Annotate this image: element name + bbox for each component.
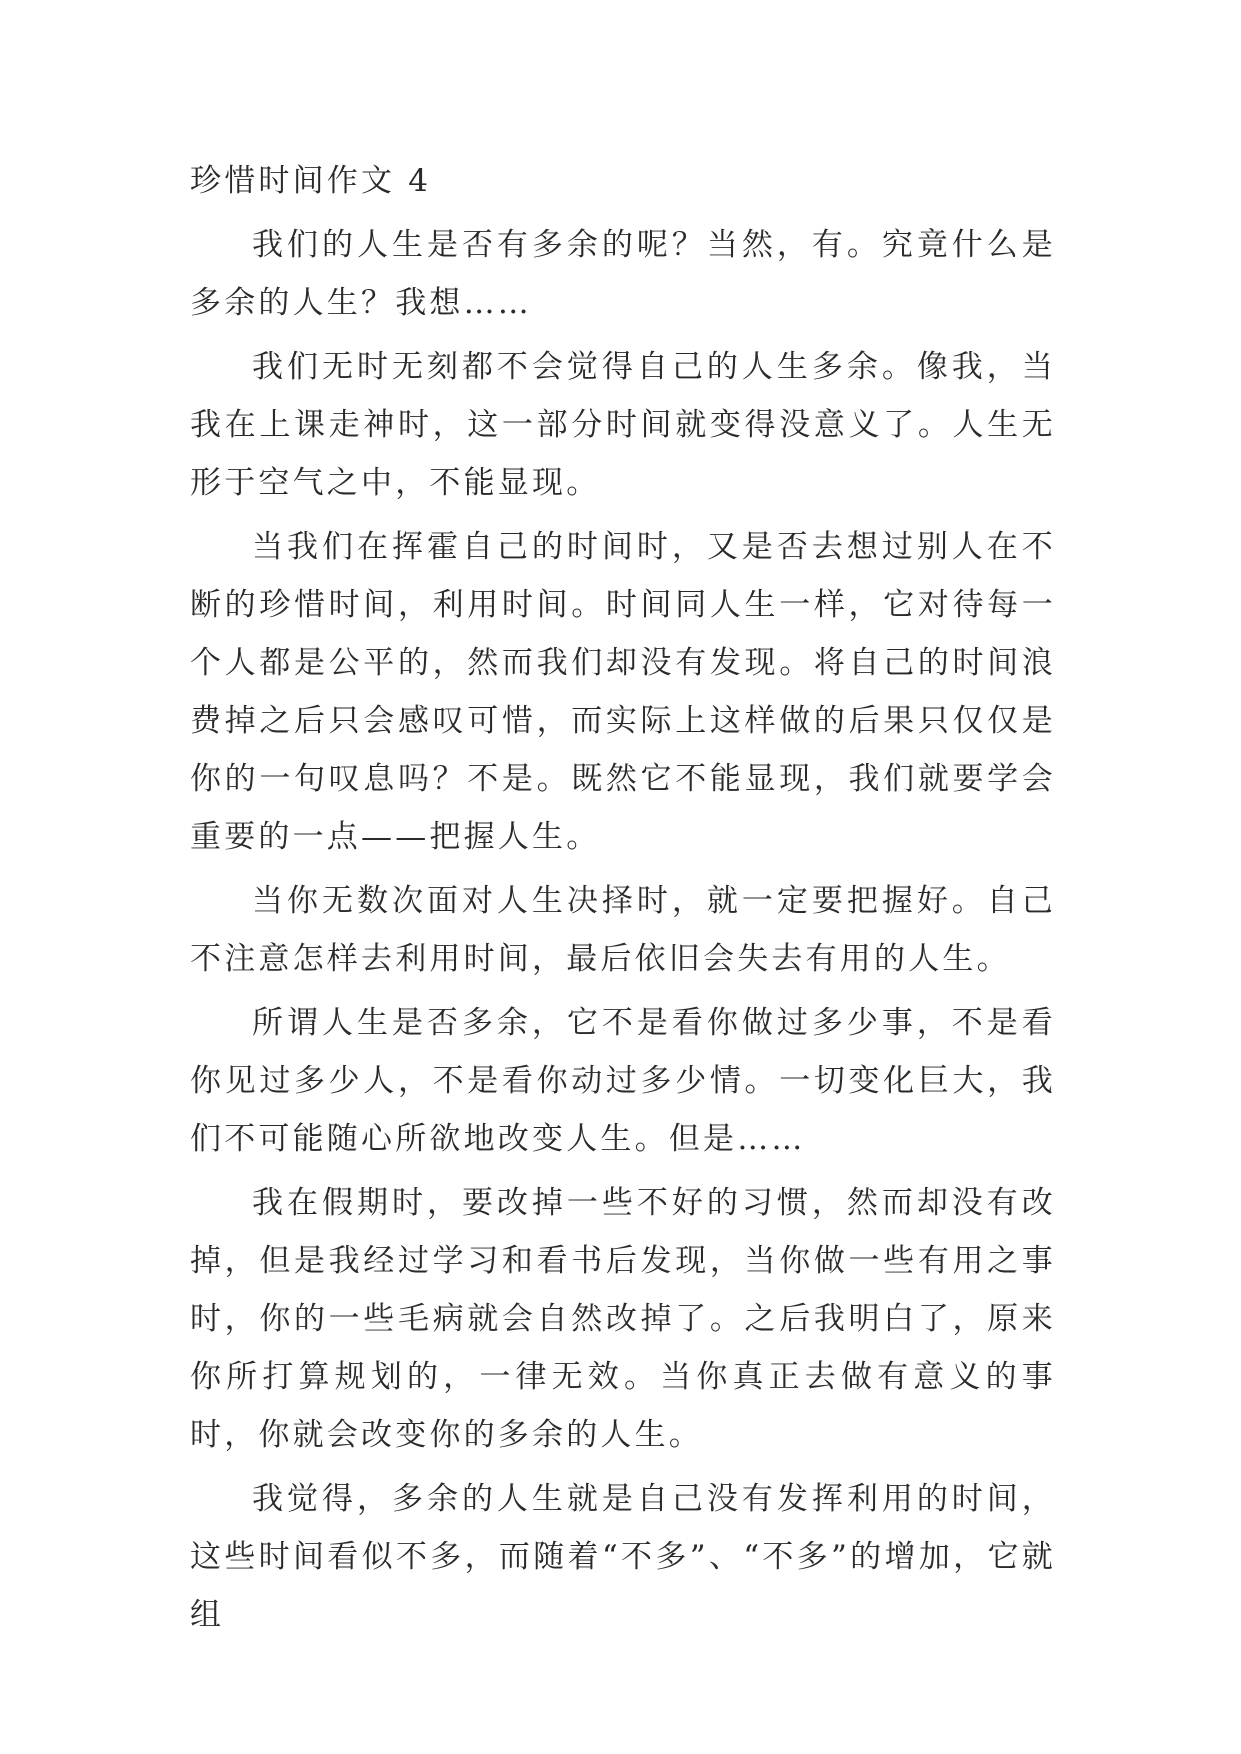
paragraph-2: 我们无时无刻都不会觉得自己的人生多余。像我，当我在上课走神时，这一部分时间就变得没意义了。人生无形于空气之中，不能显现。 <box>190 349 1056 501</box>
paragraph-6: 我在假期时，要改掉一些不好的习惯，然而却没有改掉，但是我经过学习和看书后发现，当你做一些有用之事时，你的一些毛病就会自然改掉了。之后我明白了，原来你所打算规划的，一律无效。当你真正去做有意义的事时，你就会改变你的多余的人生。 <box>190 1185 1056 1453</box>
document-body <box>190 152 1056 1644</box>
paragraph-3: 当我们在挥霍自己的时间时，又是否去想过别人在不断的珍惜时间，利用时间。时间同人生一样，它对待每一个人都是公平的，然而我们却没有发现。将自己的时间浪费掉之后只会感叹可惜，而实际上这样做的后果只仅仅是你的一句叹息吗？不是。既然它不能显现，我们就要学会重要的一点——把握人生。 <box>190 529 1056 855</box>
paragraph-5: 所谓人生是否多余，它不是看你做过多少事，不是看你见过多少人，不是看你动过多少情。一切变化巨大，我们不可能随心所欲地改变人生。但是…… <box>190 1005 1056 1157</box>
paragraph-7: 我觉得，多余的人生就是自己没有发挥利用的时间，这些时间看似不多，而随着“不多”、“不多”的增加，它就组 <box>190 1481 1056 1633</box>
document-title: 珍惜时间作文 4 <box>190 163 432 199</box>
paragraph-1: 我们的人生是否有多余的呢？当然，有。究竟什么是多余的人生？我想…… <box>190 227 1056 321</box>
paragraph-4: 当你无数次面对人生决择时，就一定要把握好。自己不注意怎样去利用时间，最后依旧会失去有用的人生。 <box>190 883 1056 977</box>
